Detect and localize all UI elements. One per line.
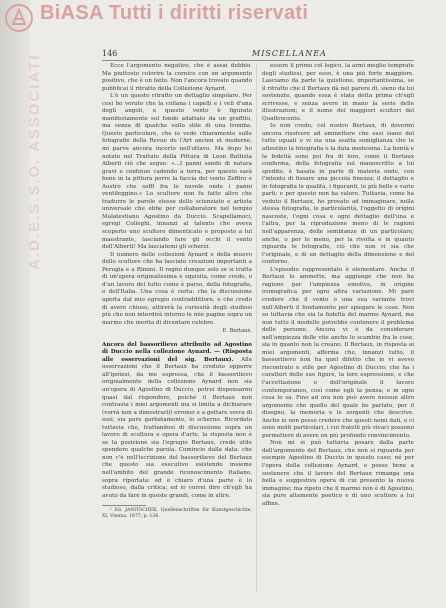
paragraph: Il numero delle collezioni Aynard e della muovo dello scultore che ha lasciato creazioni importanti a Perugia e a Rimini. Il regno dunque solo se si tratta di un'opera originalissima e squisita, come credo, o d'un lavoro del tutto come è parso, della fotografia, o dell'Italia. Una cosa è certa: che la discussione aperta dal mio egregio contraddittore, e che credo di avere chiuso, attirerà la curiosità degli studiosi più che non interdirà intorno le mie pagine sopra un marmo che merita di diventare celebre. <box>102 251 252 326</box>
paragraph: L'è un questo ritratto un dettaglio singolare. Per così ho veruto che la collana i capelli e i veli d'una degli angoli, e questo vento è figurato manifestamente sul fondo adattato da un graffito, ma senza di qualche sullo stile di una tromba. Questo particolare, che io vedo chiaramente sulle fotografie della Revue de l'Art ancien et moderne, mi parve ancora incerto nell'ottavo. Ma dopo ho notato nel Trattato della Pittura di Leon Battista Alberti ciò che segue: «...I panni sendo di natura gravi e continuo cadendo a terra, per questo sarà bene in la pittura porre la faccia del vento Zeffiro e Austro che soffi fra le nuvole onde i panni ventileggino.» Lo scultore non fu fatto altro che tradurre le parole stesse dello scienziato e artista universale che ebbe per collaboratore nel tempio Malatestiano Agostino da Duccio. Scapellamoci, egregi Colleghi, innanzi al talento che aveva scoperto uno scultore dimenticato e proposto a lui maestrante, lasciando fare gli occhi il vento dell'Alberti! Ma lasciatemi gli scherzi. <box>102 93 252 251</box>
paragraph: L'episodio rappresentato è elementare. Anche il Bertaux lo ammette, ma aggiunge che non ha ragione per l'ampiezza emotiva, in origine iconografica per ogni altra variazione. Mi pare credere che il vento o una sua variante trovi nell'Alberti il fondamento per spiegare le cose. Non so tuttavia che sia la fedeltà del marmo Aynard, ma non tutto il modello potrebbe contenere il problema delle persone. Ancora vi è da considerare nell'ampiezza delle vite anche lo scambio fra le cose, sia in quanto non la creano. Il Bertaux, in risposta ai miei argomenti, afferma che, innanzi tutto, il bassorilievo non ha quel difetto che io vi avevo riscontrato e stile per Agostino di Duccio; che ha i caratteri delle sue figure, la loro espressione, e che l'accettazione e dell'originale il lavoro contemporaneo, così come egli la pensa; e in ogni cosa lo sa. Fino ad ora non può avere nessun altro argomento che quello del quale ho parlato, per il disegno, la memoria e le sorgenti che descrive. Anche io non posso credere che questi nomi dati, e ci sono molti particolari, i cui fratelli più vivaci possono permettere di avere un più profondo convincimento. <box>262 266 414 439</box>
section-heading <box>102 342 252 500</box>
section-text: Alle osservazioni che il Bertaux ha creduto opporre all'ipotesi, da me espressa, che il bassorilievo originalmente della collezione Aynard non sia un'opera di Agostino di Duccio, potrei dispensarmi quasi dal rispondere, poiché il Bertaux non contrasta i miei argomenti ma si limita a dichiarare (vorrà non a dimostrarli) erronei e a gettare sovra di essi, sia pure garbatamente, lo scherno. Ricordato tuttavia che, trattandosi di discussione sopra un lavoro di scultura e opera d'arte, la risposta non è se la posizione sia l'egregio Bertaux, credo utile spendere qualche parola. Comincio dalla data: che non c'è nell'iscrizione del bassorilievo del Bertaux che questo sia esecutivo esistendo insieme nell'ambito del grande riconoscimento Italiano, sopra riportata: ed è chiaro d'una parte è lo studioso, dalla critica; ed io vorrei dire ch'egli ha avuto da fare in queste grandi, come in altre. <box>102 356 253 499</box>
biasa-logo-icon <box>4 3 34 33</box>
running-title: MISCELLANEA <box>252 49 327 58</box>
section-subtitle: — (Risposta alle osservazioni del sig. Bertaux). <box>102 349 252 363</box>
paragraph: essere il primo col logico, la armi meglio temprate degli studiosi, per esso, è una più forte maggiore. Lasciamo da parte la quistione, importantissima, se il ritratto che il Bertaux dà nel parere di, sieno da lui sostenute, quando essa è stata detta prima ch'egli scrivesse, e senza avere in mano la serie delle illustrazioni; e il nome dei maggiori scultori del Quattrocento. <box>262 63 414 122</box>
left-column <box>102 63 252 520</box>
paragraph: Ecco l'argomento negativo, che è assai dubbio. Ma piuttosto colorire la cornice con un argomento positivo, che è un fatto. Non l'ancora trovato quando pubblicai il ritratto della Collezione Aynard. <box>102 63 252 92</box>
page-number: 146 <box>102 49 118 58</box>
column-separator <box>256 63 257 593</box>
header-rule <box>102 60 414 61</box>
side-watermark: A.D.E.S.S.O. ASSOCIATI <box>26 53 43 270</box>
watermark-text: BiASA Tutti i diritti riservati <box>40 2 309 24</box>
author-signature: E. Bertaux. <box>222 328 252 335</box>
paragraph: Non mi si può tuttavia posare dalla parte dell'argomento del Bertaux, che non si riguarda per esempio Agostino di Duccio in questo caso; né per l'opera della collezione Aynard, e posso bene a sostenere che il lavoro del Bertaux rimanga una bella e suggestiva opera di cui presento la nuova immagine; ma ripeto che il marmo non è di Agostino, sia pure altamente poetico e di uno scultore a lui affine. <box>262 440 414 507</box>
footnote: ¹ Ed. JANITSCHEK, Quellenschriften für Kunstgeschichte, XI, Vienna, 1877, p. 136. <box>102 508 252 520</box>
right-column <box>262 63 414 508</box>
paragraph: Io non credo, col nostro Bertaux, di dovermi ancora risolvere ad ammettere che essi siano del tutto uguali o vi sia una esatta somiglianza che le attestino la fotografia o la data medesima. La bontà e la fedeltà sono poi fra di loro, come il Bertaux conferma, della fotografia sul manoscritto a lui spedito, è basata in parte di materia onde, con l'intento di fissare una piccola finezza; il dettaglio e in fotografia le qualità, i figuranti, le più belle e varie parti: e per questo non ha valore. Tuttavia, come ha veduto il Bertaux, ho provato ad immaginare, nella stessa fotografia, le particolarità, l'oggetto di origini nascoste, l'ogni cosa e ogni dettaglio dell'una e l'altra, per la riproduzione meno di le ragioni nell'apparenza, delle sembianze di un particolare; anche, o per lo meno, per la rivolta e in quanto riguarda le fotografie, ciò che non vi sia che l'originale, e di un dettaglio della dimensione e del contorno. <box>262 123 414 266</box>
section-title: Ancora del bassorilievo attribuito ad Agostino di Duccio nella collezione Aynard. <box>102 341 252 356</box>
footnote-rule <box>102 505 146 506</box>
watermark-banner <box>0 0 446 40</box>
